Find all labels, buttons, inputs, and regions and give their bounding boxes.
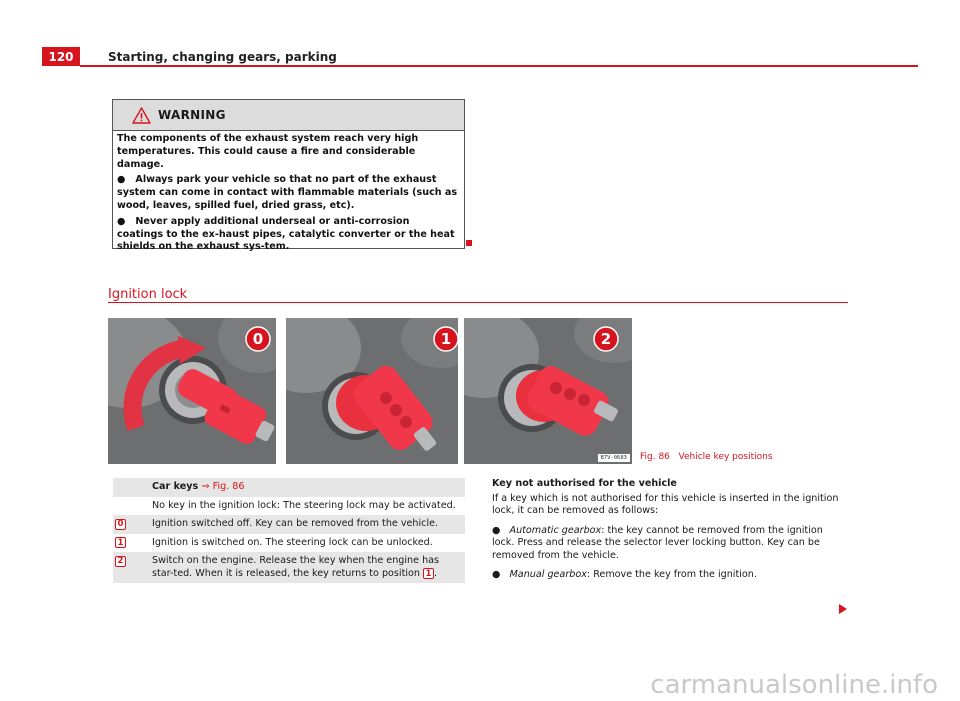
table-row [113, 552, 465, 583]
position-badge: 1 [115, 537, 126, 548]
svg-text:1: 1 [440, 330, 452, 348]
list-item-text: : Remove the key from the ignition. [586, 569, 757, 580]
table-row [113, 534, 465, 553]
bullet-dot: ● [117, 174, 136, 186]
bullet-dot: ● [492, 569, 510, 580]
position-badge: 0 [115, 519, 126, 530]
warning-triangle-icon [132, 107, 151, 124]
position-badge: 2 [115, 556, 126, 567]
right-column [492, 478, 848, 589]
key-positions-table [113, 478, 465, 583]
list-item-label: Manual gearbox [509, 569, 587, 580]
list-item-label: Automatic gearbox [509, 524, 602, 536]
position-ref-badge[interactable]: 1 [423, 568, 434, 579]
figure-panel-2 [464, 318, 632, 464]
figure-caption [640, 452, 773, 462]
paragraph: If a key which is not authorised for this vehicle is inserted in the ignition lock, it can be removed as follows: [492, 492, 839, 516]
table-header-cell [152, 478, 465, 497]
table-row [113, 515, 465, 534]
table-cell [113, 497, 152, 516]
warning-bullet-text: Always park your vehicle so that no part of the exhaust system can come in contact with flammable materials (such as wood, leaves, spilled fuel, dried grass, etc). [117, 174, 458, 211]
subsection-heading: Key not authorised for the vehicle [492, 478, 677, 489]
table-cell [113, 478, 152, 497]
figure-caption-ref: Fig. 86 [640, 452, 670, 462]
warning-bullet [117, 174, 458, 212]
warning-header [113, 100, 464, 131]
warning-bullet-text: Never apply additional underseal or anti-corrosion coatings to the ex-haust pipes, catalytic converter or the heat shields on the exhaust sys-tem. [117, 215, 455, 253]
position-label-0 [238, 326, 276, 352]
figure-panel-1 [286, 318, 458, 464]
table-cell: Ignition is switched on. The steering lock can be unlocked. [152, 534, 465, 553]
section-end-mark [466, 240, 472, 246]
warning-title: WARNING [158, 108, 226, 122]
table-cell [113, 552, 152, 583]
section-rule [108, 302, 848, 303]
figure-cross-reference-link[interactable]: ⇒ Fig. 86 [201, 481, 245, 492]
table-header-row [113, 478, 465, 497]
table-cell: No key in the ignition lock: The steering lock may be activated. [152, 497, 465, 516]
position-label-1 [426, 326, 458, 352]
list-item [492, 569, 848, 582]
svg-text:0: 0 [252, 330, 264, 348]
warning-intro: The components of the exhaust system reach very high temperatures. This could cause a fire and considerable damage. [117, 133, 419, 170]
table-cell [113, 534, 152, 553]
table-header-label: Car keys [152, 481, 199, 492]
warning-bullet [117, 216, 458, 254]
position-label-2 [586, 326, 626, 352]
header-rule [80, 65, 918, 67]
warning-box [112, 99, 465, 253]
table-cell-end: . [434, 567, 438, 579]
warning-body [113, 131, 464, 254]
table-row [113, 497, 465, 516]
list-item-text: : the key cannot be removed from the ignition lock. Press and release the selector lever locking button. Key can be removed from the vehicle. [492, 524, 823, 561]
continue-arrow-icon [839, 604, 847, 614]
table-cell: Ignition switched off. Key can be removed from the vehicle. [152, 515, 465, 534]
bullet-dot: ● [492, 524, 510, 536]
svg-text:2: 2 [600, 330, 612, 348]
page-header-title: Starting, changing gears, parking [108, 50, 337, 64]
bullet-dot: ● [117, 215, 136, 227]
table-cell-text: Switch on the engine. Release the key when the engine has star-ted. When it is released, the key returns to position [152, 555, 440, 579]
section-title: Ignition lock [108, 287, 188, 302]
figure-panel-0 [108, 318, 276, 464]
figure-caption-text: Vehicle key positions [678, 452, 773, 462]
watermark: carmanualsonline.info [650, 670, 938, 700]
figure-code: B7V-0683 [598, 454, 631, 462]
figure-vehicle-key-positions [108, 318, 632, 464]
page-number: 120 [42, 47, 80, 66]
table-cell [152, 552, 465, 583]
list-item [492, 525, 848, 563]
table-cell [113, 515, 152, 534]
